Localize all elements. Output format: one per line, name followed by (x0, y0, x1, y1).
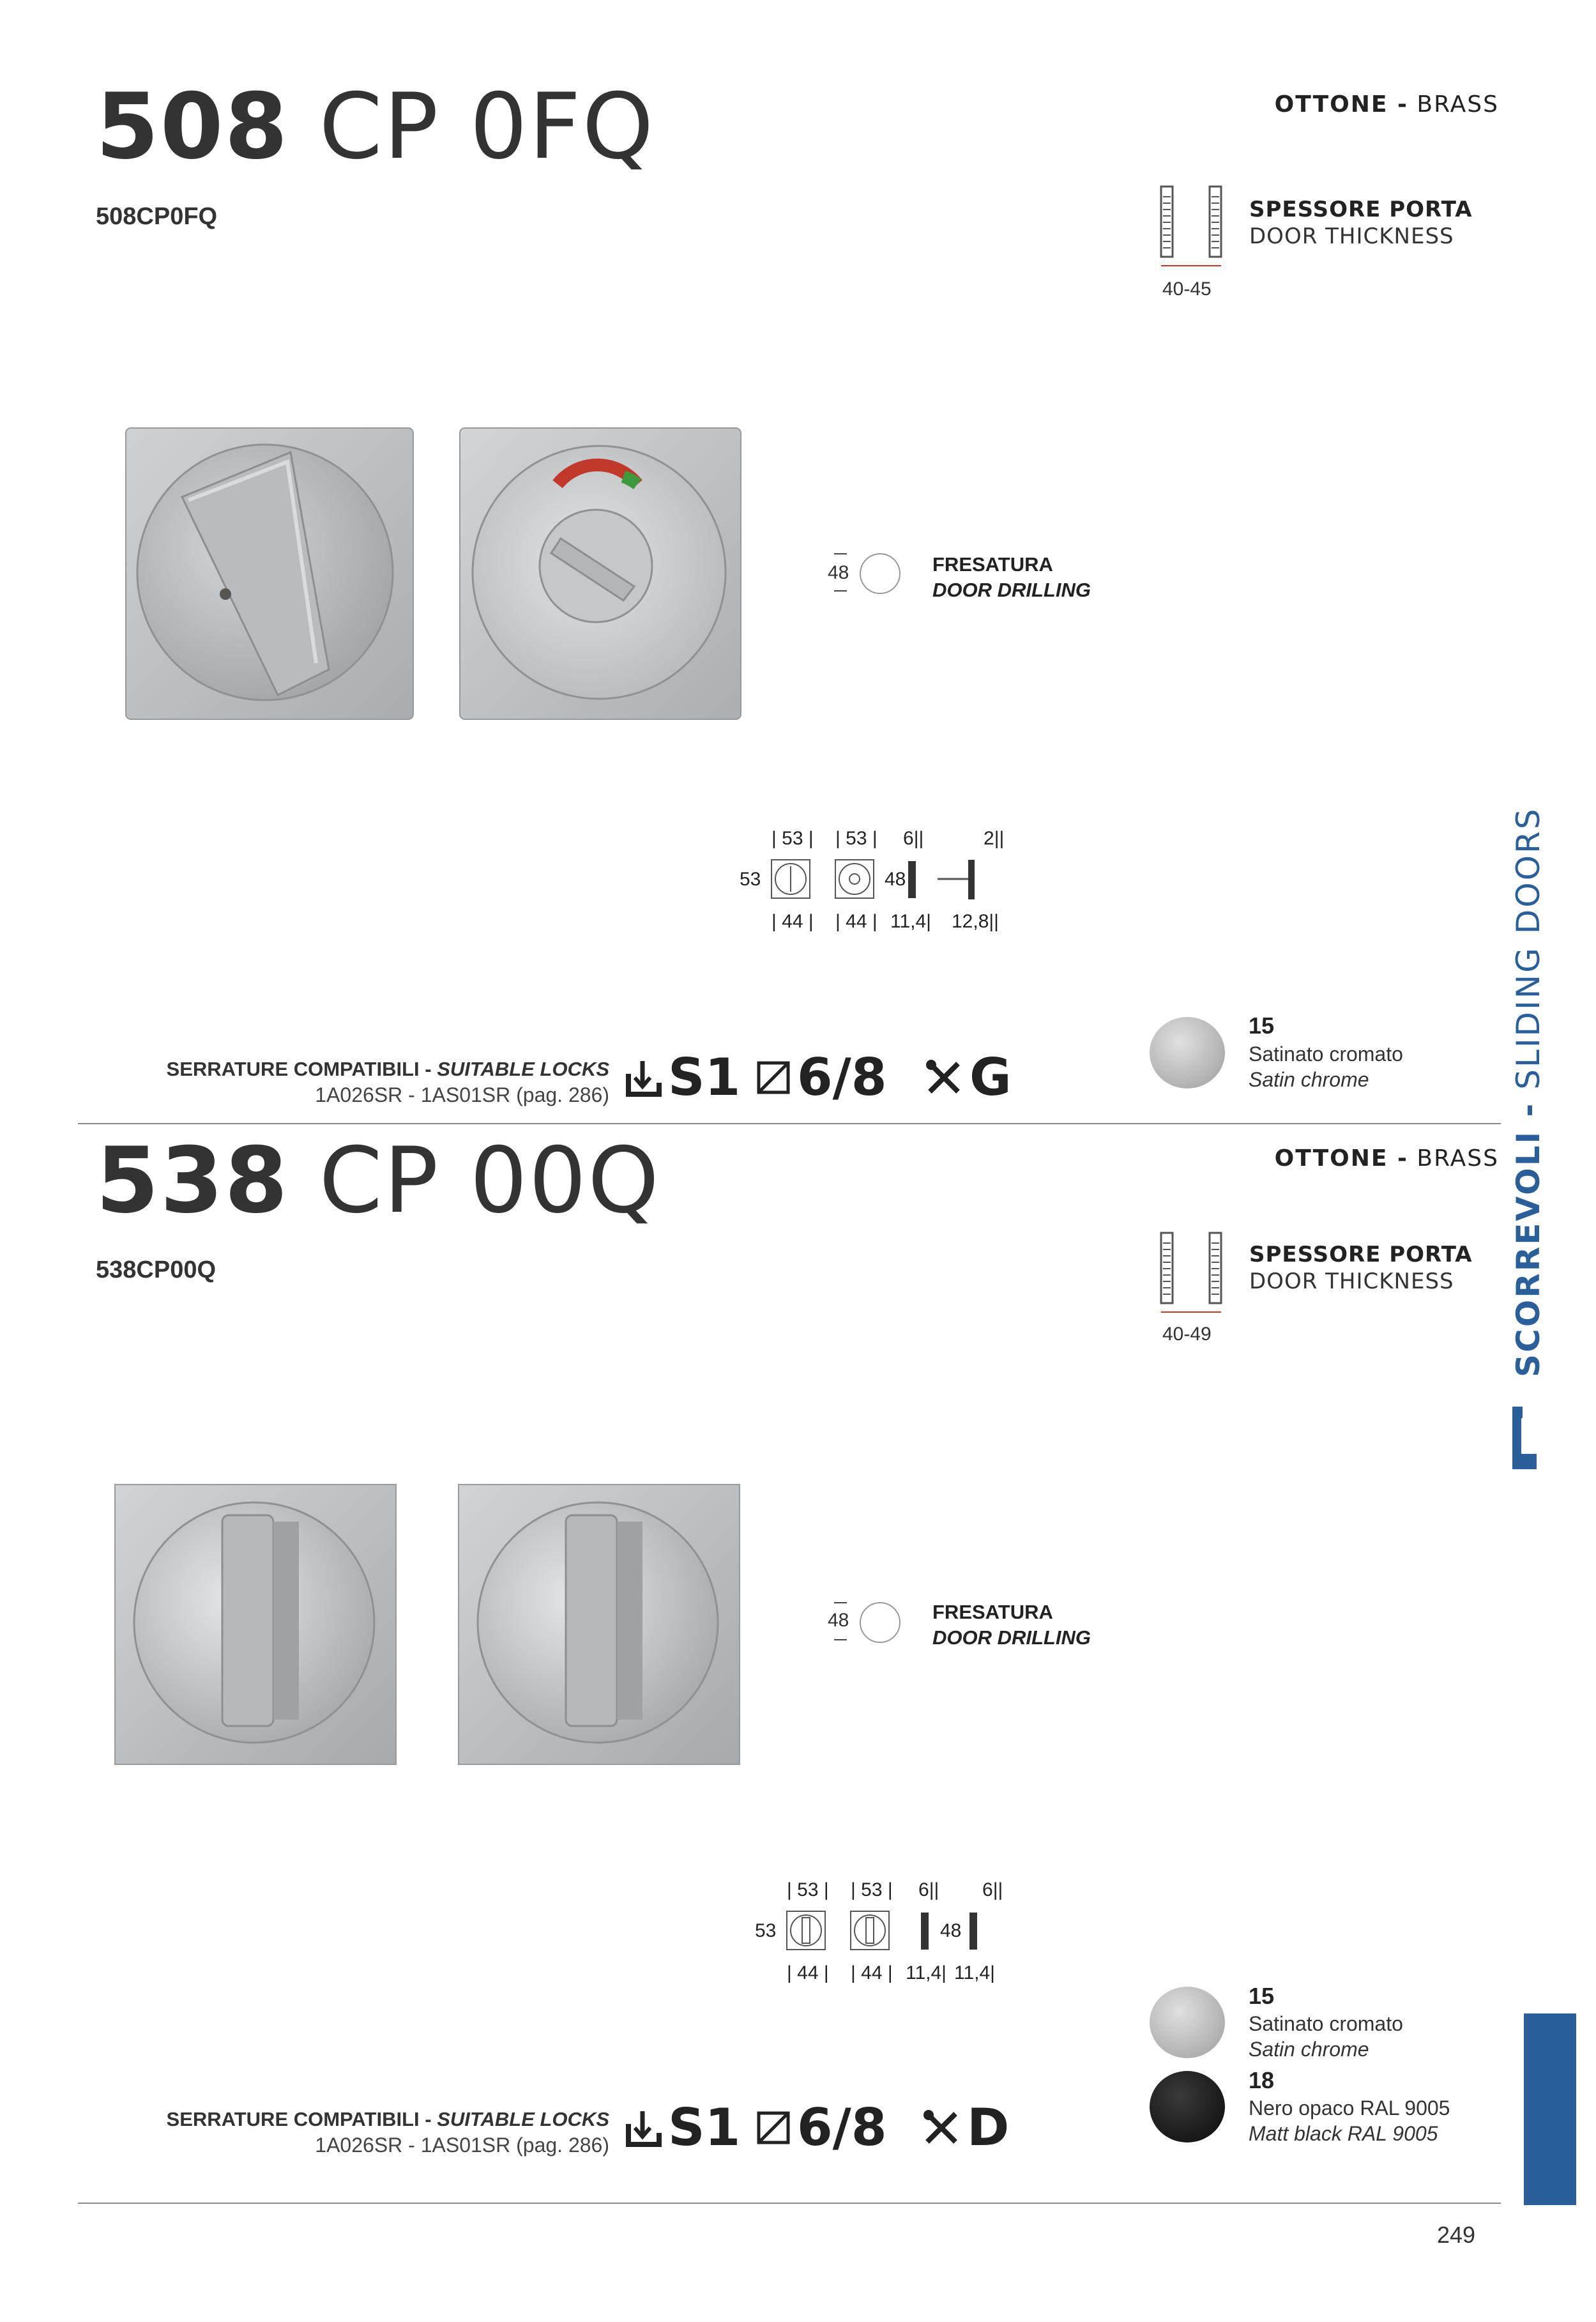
drawing-shapes (770, 857, 987, 902)
dim-thick-1: 6|| (918, 1879, 939, 1900)
flush-pull-image (114, 1483, 398, 1766)
material-label (1275, 1145, 1499, 1172)
finish-name-en: Matt black RAL 9005 (1249, 2122, 1438, 2145)
finish-name-it: Nero opaco RAL 9005 (1249, 2097, 1450, 2120)
drill-tick-bottom (834, 590, 847, 592)
dim-height: 53 (740, 869, 761, 890)
section-divider (78, 1123, 1501, 1124)
sliding-door-icon (1511, 1405, 1538, 1470)
spec-s1: S1 (626, 2098, 740, 2157)
finish-name-it: Satinato cromato (1249, 2012, 1403, 2035)
drilling-label-it: FRESATURA (932, 553, 1053, 576)
title-model-number: 508 (96, 74, 289, 179)
locks-label-en: SUITABLE LOCKS (437, 1058, 609, 1080)
mortise-icon (626, 2109, 662, 2147)
suitable-locks-models: 1A026SR - 1AS01SR (pag. 286) (315, 1083, 609, 1106)
spec-tool: D (922, 2098, 1009, 2157)
title-model-suffix: CP 00Q (319, 1128, 660, 1234)
thickness-label-it: SPESSORE PORTA (1249, 197, 1473, 222)
dim-height: 53 (755, 1920, 777, 1941)
thickness-range: 40-49 (1162, 1324, 1212, 1345)
finish-swatch-satin-chrome (1150, 1987, 1225, 2058)
locks-label-it: SERRATURE COMPATIBILI - (166, 2108, 432, 2130)
dim-width-1: | 53 | (771, 828, 814, 849)
footer-divider (78, 2203, 1501, 2204)
spec-square: 6/8 (756, 1048, 887, 1107)
drilling-circle-icon (860, 1602, 901, 1643)
dim-mid: 48 (940, 1920, 962, 1941)
drilling-size: 48 (828, 1610, 849, 1631)
dim-bottom-2: | 44 | (835, 911, 878, 932)
dim-bottom-4: 11,4| (954, 1962, 995, 1983)
drilling-label-en: DOOR DRILLING (932, 1626, 1091, 1649)
tools-icon (925, 1058, 963, 1097)
dim-bottom-4: 12,8|| (952, 911, 999, 932)
privacy-turn-image (459, 427, 746, 721)
suitable-locks-models: 1A026SR - 1AS01SR (pag. 286) (315, 2134, 609, 2157)
product-title (96, 74, 655, 179)
dim-mid: 48 (885, 869, 906, 890)
dim-bottom-1: | 44 | (771, 911, 814, 932)
side-label-en: SLIDING DOORS (1510, 807, 1547, 1090)
drilling-circle-icon (860, 553, 901, 594)
dim-bottom-1: | 44 | (787, 1962, 829, 1983)
finish-swatch-matt-black (1150, 2071, 1225, 2143)
side-label-it: SCORREVOLI - (1510, 1101, 1547, 1377)
dim-thick-1: 6|| (903, 828, 924, 849)
square-spindle-icon (756, 2111, 791, 2145)
drill-tick-top (834, 553, 847, 554)
door-thickness-icon (1156, 184, 1226, 270)
tools-icon (922, 2109, 961, 2147)
finish-name-en: Satin chrome (1249, 2038, 1369, 2061)
dim-thick-2: 6|| (982, 1879, 1003, 1900)
square-spindle-icon (756, 1060, 791, 1095)
dim-bottom-3: 11,4| (906, 1962, 946, 1983)
drill-tick-bottom (834, 1639, 847, 1640)
thickness-label-en: DOOR THICKNESS (1249, 224, 1454, 249)
dim-bottom-2: | 44 | (851, 1962, 893, 1983)
dimension-drawing (734, 824, 1015, 939)
handle-rose-image (125, 427, 418, 721)
material-en: BRASS (1417, 1145, 1499, 1172)
product-code: 508CP0FQ (96, 203, 218, 230)
suitable-locks-label (167, 2108, 609, 2131)
dim-width-2: | 53 | (851, 1879, 893, 1900)
thickness-range: 40-45 (1162, 279, 1212, 300)
drilling-label-en: DOOR DRILLING (932, 579, 1091, 601)
drilling-size: 48 (828, 562, 849, 583)
thickness-label-it: SPESSORE PORTA (1249, 1242, 1473, 1267)
thickness-label-en: DOOR THICKNESS (1249, 1269, 1454, 1294)
material-it: OTTONE - (1274, 1145, 1408, 1172)
spec-tool: G (925, 1048, 1012, 1107)
finish-name-it: Satinato cromato (1249, 1043, 1403, 1066)
dim-width-2: | 53 | (835, 828, 878, 849)
finish-code: 18 (1249, 2067, 1275, 2093)
finish-code: 15 (1249, 1012, 1275, 1039)
material-en: BRASS (1417, 91, 1499, 118)
section-side-label (1510, 807, 1547, 1377)
drilling-label-it: FRESATURA (932, 1601, 1053, 1623)
dim-width-1: | 53 | (787, 1879, 829, 1900)
dim-thick-2: 2|| (984, 828, 1005, 849)
spec-square: 6/8 (756, 2098, 887, 2157)
suitable-locks-label (167, 1058, 609, 1081)
product-code: 538CP00Q (96, 1256, 217, 1283)
drawing-shapes (786, 1909, 1003, 1953)
finish-code: 15 (1249, 1983, 1275, 2009)
locks-label-en: SUITABLE LOCKS (437, 2108, 609, 2130)
title-model-suffix: CP 0FQ (319, 74, 655, 179)
locks-label-it: SERRATURE COMPATIBILI - (166, 1058, 432, 1080)
flush-pull-image (457, 1483, 741, 1766)
door-thickness-icon (1156, 1230, 1226, 1317)
product-title (96, 1128, 660, 1234)
material-label (1275, 91, 1499, 118)
page-number: 249 (1437, 2222, 1476, 2248)
dimension-drawing (751, 1875, 1032, 1990)
drill-tick-top (834, 1602, 847, 1603)
title-model-number: 538 (96, 1128, 289, 1234)
mortise-icon (626, 1058, 662, 1097)
finish-swatch-satin-chrome (1150, 1017, 1225, 1088)
spec-s1: S1 (626, 1048, 740, 1107)
section-tab (1524, 2013, 1576, 2205)
material-it: OTTONE - (1274, 91, 1408, 118)
finish-name-en: Satin chrome (1249, 1068, 1369, 1091)
dim-bottom-3: 11,4| (890, 911, 931, 932)
